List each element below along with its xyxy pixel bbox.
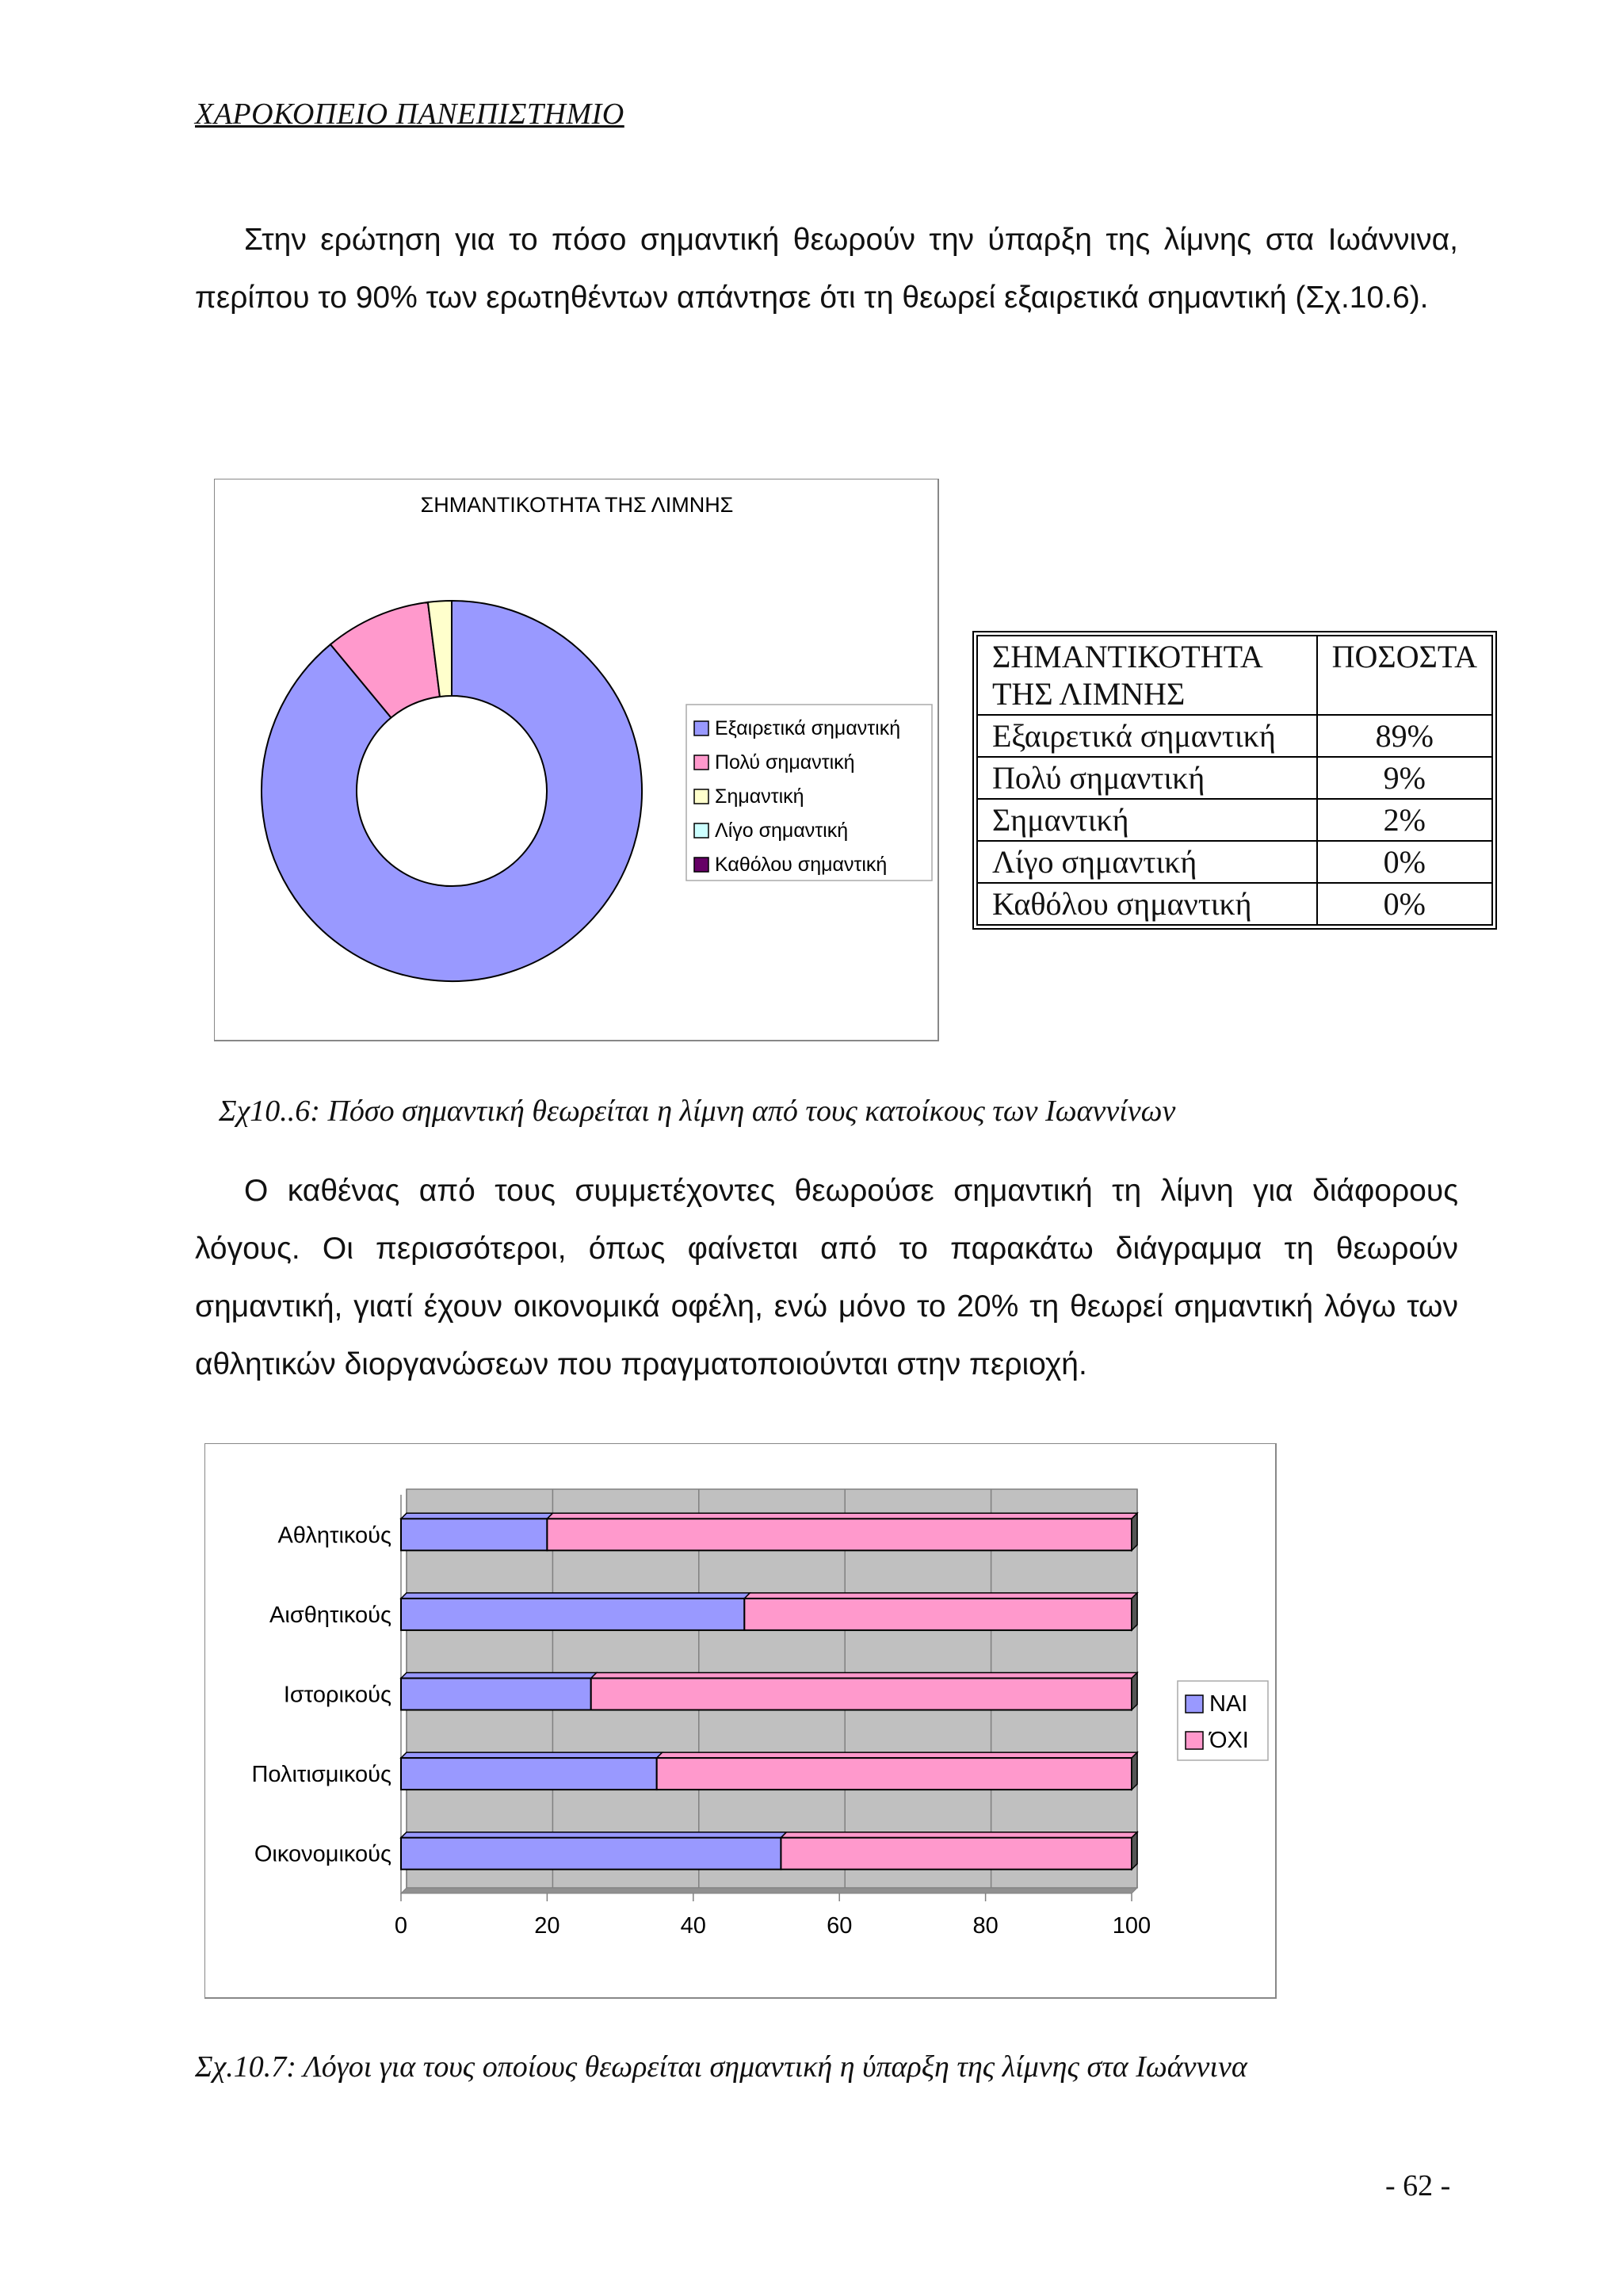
- pie-legend-label: Σημαντική: [715, 785, 804, 808]
- table-row: [977, 799, 1492, 841]
- bar-legend-label: ΌΧΙ: [1209, 1728, 1249, 1753]
- table-cell: Σημαντική: [977, 799, 1317, 841]
- category-label: Ιστορικούς: [283, 1682, 391, 1708]
- bar-segment: [401, 1679, 591, 1710]
- bar-end-face: [1132, 1752, 1137, 1790]
- table-header-row: [977, 636, 1492, 715]
- table-cell: 0%: [1317, 883, 1492, 925]
- x-tick-label: 0: [394, 1913, 408, 1939]
- bar-segment-top: [401, 1673, 597, 1679]
- bar-end-face: [1132, 1673, 1137, 1710]
- bar-segment-top: [744, 1593, 1137, 1599]
- pie-legend-swatch: [694, 789, 708, 804]
- figure-caption-2: Σχ.10.7: Λόγοι για τους οποίους θεωρείται σημαντική η ύπαρξη της λίμνης στα Ιωάννινα: [195, 2050, 1247, 2084]
- table-cell: 9%: [1317, 757, 1492, 799]
- category-label: Οικονομικούς: [254, 1841, 391, 1867]
- bar-segment-top: [401, 1593, 750, 1599]
- pie-legend-swatch: [694, 823, 708, 838]
- table-row: [977, 757, 1492, 799]
- page-number: - 62 -: [1385, 2169, 1451, 2202]
- bar-segment-top: [781, 1832, 1137, 1838]
- bar-legend-swatch: [1186, 1695, 1203, 1713]
- bar-segment-top: [547, 1513, 1137, 1519]
- bar-segment: [657, 1758, 1132, 1790]
- table-cell: 89%: [1317, 715, 1492, 757]
- pie-legend-label: Καθόλου σημαντική: [715, 854, 888, 876]
- table-row: [977, 715, 1492, 757]
- donut-chart: [214, 479, 939, 1041]
- bar-legend-swatch: [1186, 1732, 1203, 1749]
- bar-segment: [591, 1679, 1132, 1710]
- paragraph-1: Στην ερώτηση για το πόσο σημαντική θεωρούν την ύπαρξη της λίμνης στα Ιωάννινα, περίπου το 90% των ερωτηθέντων απάντησε ότι τη θεωρεί εξαιρετικά σημαντική (Σχ.10.6).: [195, 223, 1458, 315]
- pie-legend-swatch: [694, 755, 708, 770]
- importance-table: [972, 631, 1497, 930]
- bar-segment: [401, 1519, 547, 1550]
- table-cell: Πολύ σημαντική: [977, 757, 1317, 799]
- x-tick-label: 100: [1112, 1913, 1151, 1939]
- bar-end-face: [1132, 1593, 1137, 1630]
- table-cell: 2%: [1317, 799, 1492, 841]
- paragraph-2: Ο καθένας από τους συμμετέχοντες θεωρούσε σημαντική τη λίμνη για διάφορους λόγους. Οι περισσότεροι, όπως φαίνεται από το παρακάτω διάγραμμα τη θεωρούν σημαντική, γιατί έχουν οικονομικά οφέλη, ενώ μόνο το 20% τη θεωρεί σημαντική λόγω των αθλητικών διοργανώσεων που πραγματοποιούνται στην περιοχή.: [195, 1174, 1458, 1381]
- bar-segment: [401, 1758, 657, 1790]
- figure-caption-1: Σχ10..6: Πόσο σημαντική θεωρείται η λίμνη από τους κατοίκους των Ιωαννίνων: [219, 1095, 1176, 1128]
- pie-legend-swatch: [694, 858, 708, 872]
- pie-legend-label: Πολύ σημαντική: [715, 751, 855, 774]
- bar-segment: [401, 1599, 744, 1630]
- bar-segment-top: [401, 1513, 552, 1519]
- table-header: ΣΗΜΑΝΤΙΚΟΤΗΤΑ ΤΗΣ ΛΙΜΝΗΣ: [977, 636, 1317, 715]
- bar-segment-top: [401, 1752, 663, 1758]
- x-tick-label: 80: [972, 1913, 999, 1939]
- pie-chart-title: ΣΗΜΑΝΤΙΚΟΤΗΤΑ ΤΗΣ ΛΙΜΝΗΣ: [420, 493, 734, 517]
- plot-floor: [401, 1888, 1137, 1893]
- pie-legend-label: Εξαιρετικά σημαντική: [715, 717, 901, 739]
- bar-segment: [401, 1838, 781, 1870]
- category-label: Πολιτισμικούς: [251, 1762, 391, 1788]
- bar-segment: [781, 1838, 1132, 1870]
- table-cell: Εξαιρετικά σημαντική: [977, 715, 1317, 757]
- table-header: ΠΟΣΟΣΤΑ: [1317, 636, 1492, 715]
- bar-segment-top: [401, 1832, 786, 1838]
- table-cell: Λίγο σημαντική: [977, 841, 1317, 883]
- stacked-bar-chart: [204, 1443, 1277, 1999]
- bar-end-face: [1132, 1513, 1137, 1550]
- x-tick-label: 60: [827, 1913, 853, 1939]
- bar-end-face: [1132, 1832, 1137, 1870]
- bar-segment: [547, 1519, 1132, 1550]
- table-cell: Καθόλου σημαντική: [977, 883, 1317, 925]
- bar-segment: [744, 1599, 1132, 1630]
- category-label: Αθλητικούς: [277, 1522, 391, 1549]
- bar-segment-top: [657, 1752, 1137, 1758]
- page-header: ΧΑΡΟΚΟΠΕΙΟ ΠΑΝΕΠΙΣΤΗΜΙΟ: [195, 97, 624, 131]
- table-row: [977, 883, 1492, 925]
- table-cell: 0%: [1317, 841, 1492, 883]
- pie-legend-label: Λίγο σημαντική: [715, 819, 849, 842]
- bar-segment-top: [591, 1673, 1137, 1679]
- category-label: Αισθητικούς: [269, 1602, 391, 1628]
- x-tick-label: 40: [680, 1913, 706, 1939]
- x-tick-label: 20: [534, 1913, 560, 1939]
- table-row: [977, 841, 1492, 883]
- pie-legend-swatch: [694, 721, 708, 735]
- bar-legend-label: ΝΑΙ: [1209, 1691, 1248, 1717]
